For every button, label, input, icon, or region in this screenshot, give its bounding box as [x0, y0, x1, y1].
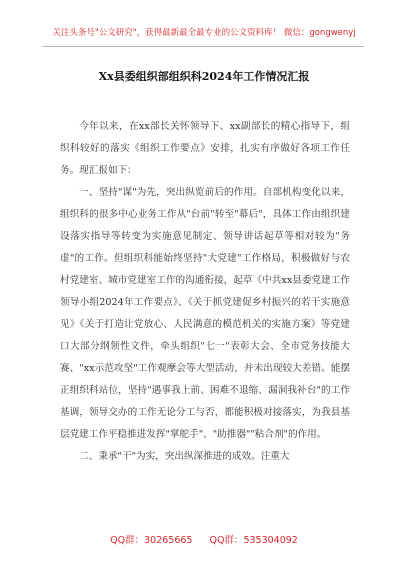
footer-qq-group-2: QQ群：535304092 — [209, 535, 298, 546]
header-banner: 关注头条号"公文研究"，获得最新最全最专业的公文资料库！ 微信：gongwenyj — [52, 28, 356, 38]
paragraph-section-1: 一、坚持"谋"为先，突出纵览前后的作用。自部机构变化以来，组织科的很多中心业务工作从"台前"转至"幕后"，具体工作由组织建设落实指导等转变为实施意见制定、领导讲话起草等相对较为"务虚"的工作。但组织科能始终坚持"大党建"工作格局，积极做好与农村党建室、城市党建室工作的沟通衔接，起草《中共xx县委党建工作领导小组2024年工作要点》、《关于抓党建促乡村振兴的若干实施意见》《关于打造让党放心、人民满意的模范机关的实施方案》等党建口大部分纲领性文件，牵头组织"七一"表彰大会、全市党务技能大赛、"xx示范攻坚"工作观摩会等大型活动，并未出现较大差错。能摆正组织科站位，坚持"遇事我上前、困难不退缩、漏洞我补台"的工作基调，领导交办的工作无论分工与否，都能积极对接落实，为我县基层党建工作平稳推进发挥"掌舵手"、"助推器""粘合剂"的作用。 — [60, 187, 350, 440]
header-divider — [42, 46, 364, 47]
paragraph-section-2: 二、秉承"干"为实，突出纵深推进的成效。注重大 — [79, 451, 290, 462]
footer-qq-group-1: QQ群：30265665 — [110, 535, 193, 546]
document-title: Xx县委组织部组织科2024年工作情况汇报 — [98, 70, 310, 83]
paragraph-intro: 今年以来，在xx部长关怀领导下、xx副部长的精心指导下，组织科较好的落实《组织工作要点》安排，扎实有序做好各项工作任务。现汇报如下： — [60, 121, 350, 176]
footer-qq-groups — [0, 532, 408, 546]
document-body — [60, 116, 350, 468]
